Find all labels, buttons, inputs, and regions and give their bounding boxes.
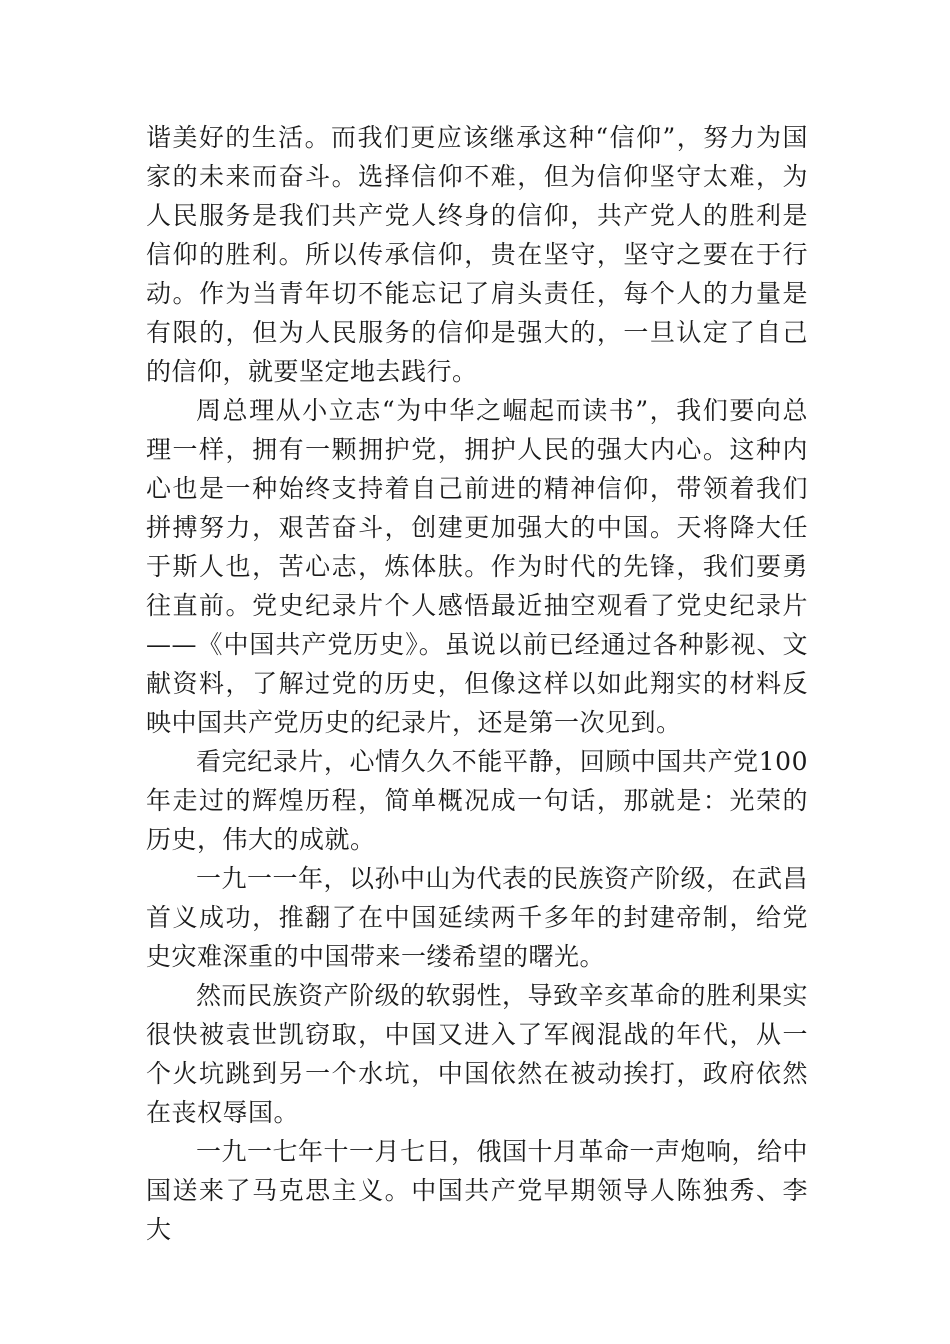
paragraph-4: 一九一一年，以孙中山为代表的民族资产阶级，在武昌首义成功，推翻了在中国延续两千多年的封建帝制，给党史灾难深重的中国带来一缕希望的曙光。 [146, 864, 809, 971]
paragraph-3: 看完纪录片，心情久久不能平静，回顾中国共产党100年走过的辉煌历程，简单概况成一句话，那就是：光荣的历史，伟大的成就。 [146, 747, 808, 854]
paragraph-6: 一九一七年十一月七日，俄国十月革命一声炮响，给中国送来了马克思主义。中国共产党早期领导人陈独秀、李大 [146, 1137, 809, 1244]
document-page [146, 118, 808, 1249]
paragraph-5: 然而民族资产阶级的软弱性，导致辛亥革命的胜利果实很快被袁世凯窃取，中国又进入了军阀混战的年代，从一个火坑跳到另一个水坑，中国依然在被动挨打，政府依然在丧权辱国。 [146, 981, 809, 1127]
paragraph-2: 周总理从小立志“为中华之崛起而读书”，我们要向总理一样，拥有一颗拥护党，拥护人民的强大内心。这种内心也是一种始终支持着自己前进的精神信仰，带领着我们拼搏努力，艰苦奋斗，创建更加强大的中国。天将降大任于斯人也，苦心志，炼体肤。作为时代的先锋，我们要勇往直前。党史纪录片个人感悟最近抽空观看了党史纪录片——《中国共产党历史》。虽说以前已经通过各种影视、文献资料，了解过党的历史，但像这样以如此翔实的材料反映中国共产党历史的纪录片，还是第一次见到。 [146, 396, 808, 737]
paragraph-1: 谐美好的生活。而我们更应该继承这种“信仰”，努力为国家的未来而奋斗。选择信仰不难，但为信仰坚守太难，为人民服务是我们共产党人终身的信仰，共产党人的胜利是信仰的胜利。所以传承信仰，贵在坚守，坚守之要在于行动。作为当青年切不能忘记了肩头责任，每个人的力量是有限的，但为人民服务的信仰是强大的，一旦认定了自己的信仰，就要坚定地去践行。 [146, 123, 808, 386]
